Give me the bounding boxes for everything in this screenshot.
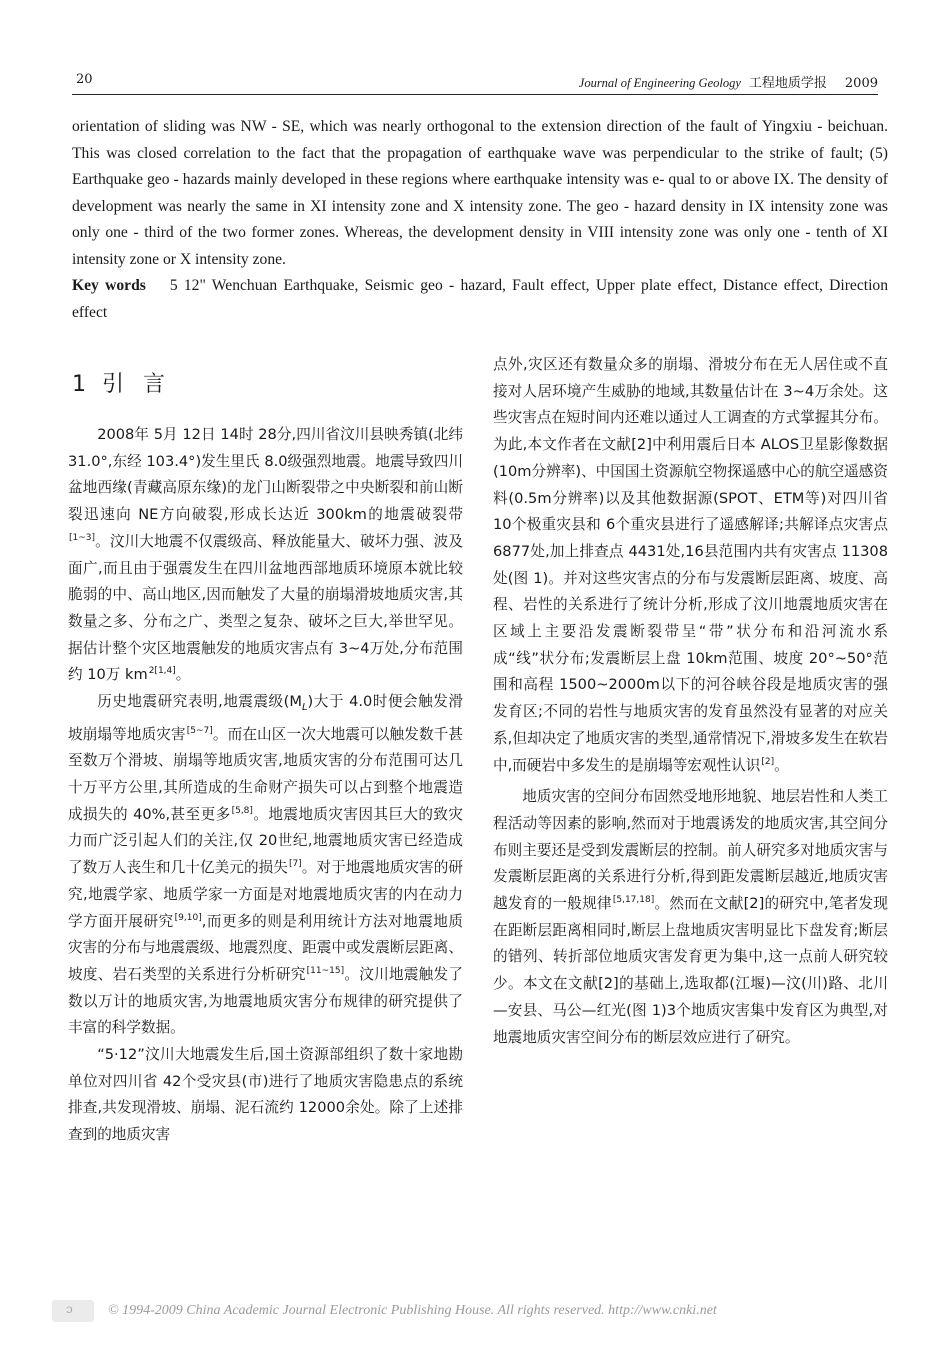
text-run: 。地震地质灾害因其巨大的致灾力而广泛引起人们的关注,仅 20世纪,地震地质灾害已经造成了数万人丧生和几十亿美元的损失 [68,805,463,877]
text-run: 。 [774,756,789,774]
text-run: 历史地震研究表明,地震震级(M [97,693,302,711]
intro-paragraph-2 [68,689,463,1042]
left-column [68,352,463,1149]
text-run: 。而在山区一次大地震可以触发数千甚至数万个滑坡、崩塌等地质灾害,地质灾害的分布范围可达几十万平方公里,其所造成的生命财产损失可以占到整个地震造成损失的 40%,甚至更多 [68,725,463,823]
text-run: )大于 4.0时便会触发滑坡崩塌等地质灾害 [68,693,463,743]
citation: [11~15] [306,966,345,977]
text-run: ,而更多的则是利用统计方法对地震地质灾害的分布与地震震级、地震烈度、距震中或发震断层距离、坡度、岩石类型的关系进行分析研究 [68,912,463,983]
text-run: 地质灾害的空间分布固然受地形地貌、地层岩性和人类工程活动等因素的影响,然而对于地震诱发的地质灾害,其空间分布则主要还是受到发震断层的控制。前人研究多对地质灾害与发震断层距离的关系进行分析,得到距发震断层越近,地质灾害越发育的一般规律 [493,788,888,913]
citation: [1~3] [69,532,96,543]
journal-name [579,72,878,91]
subscript: L [301,701,308,713]
text-run: 2008年 5月 12日 14时 28分,四川省汶川县映秀镇(北纬 31.0°,东经 103.4°)发生里氏 8.0级强烈地震。地震导致四川盆地西缘(青藏高原东缘)的龙门山断裂带之中央断裂和前山断裂迅速向 NE方向破裂,形成长达近 300km的地震破裂带 [68,426,463,524]
section-title: 引 言 [102,372,171,397]
intro-paragraph-1 [68,422,463,689]
journal-name-cn: 工程地质学报 [748,76,827,91]
citation: 2[1,4] [148,666,176,677]
citation: [7] [288,859,302,870]
logo-glyph: ɔ [66,1302,73,1316]
copyright-notice: © 1994-2009 China Academic Journal Electronic Publishing House. All rights reserved. http://www.cnki.net [108,1303,717,1318]
citation: [2] [761,756,775,767]
text-run: 点外,灾区还有数量众多的崩塌、滑坡分布在无人居住或不直接对人居环境产生威胁的地域,其数量估计在 3~4万余处。这些灾害点在短时间内还难以通过人工调查的方式掌握其分布。为此,本文作者在文献[2]中利用震后日本 ALOS卫星影像数据(10m分辨率)、中国国土资源航空物探遥感中心的航空遥感资料(0.5m分辨率)以及其他数据源(SPOT、ETM等)对四川省 10个极重灾县和 6个重灾县进行了遥感解译;共解译点灾害点 6877处,加上排查点 4431处,16县范围内共有灾害点 11308处(图 1)。并对这些灾害点的分布与发震断层距离、坡度、高程、岩性的关系进行了统计分析,形成了汶川地震地质灾害在区域上主要沿发震断裂带呈“带”状分布和沿河流水系成“线”状分布;发震断层上盘 10km范围、坡度 20°~50°范围和高程 1500~2000m以下的河谷峡谷段是地质灾害的强发育区;不同的岩性与地质灾害的发育虽然没有显著的对应关系,但却决定了地质灾害的类型,通常情况下,滑坡多发生在软岩中,而硬岩中多发生的是崩塌等宏观性认识 [493,356,888,774]
text-run: 。对于地震地质灾害的研究,地震学家、地质学家一方面是对地震地质灾害的内在动力学方面开展研究 [68,859,463,930]
citation: [5,17,18] [612,895,655,906]
citation: [5,8] [231,805,253,816]
abstract-text: orientation of sliding was NW - SE, which was nearly orthogonal to the extension direction of the fault of Yingxiu - beichuan. This was closed correlation to the fact that the propagation of earthquake wave was perpendicular to the strike of fault; (5) Earthquake geo - hazards mainly developed in these regions where earthquake intensity was e- qual to or above IX. The density of development was nearly the same in XI intensity zone and X intensity zone. The geo - hazard density in IX intensity zone was only one - third of the two former zones. Whereas, the development density in VIII intensity zone was only one - tenth of XI intensity zone or X intensity zone. [72,118,888,268]
keywords [72,273,888,326]
keywords-text: 5 12" Wenchuan Earthquake, Seismic geo - hazard, Fault effect, Upper plate effect, Distance effect, Direction effect [72,277,889,321]
text-run: 。然而在文献[2]的研究中,笔者发现在距断层距离相同时,断层上盘地质灾害明显比下盘发育;断层的错列、转折部位地质灾害发育更为集中,这一点前人研究较少。本文在文献[2]的基础上,选取都(江堰)—汶(川)路、北川—安县、马公—红光(图 1)3个地质灾害集中发育区为典型,对地震地质灾害空间分布的断层效应进行了研究。 [493,895,888,1046]
journal-name-en: Journal of Engineering Geology [578,76,741,90]
text-run: 。 [175,666,191,684]
intro-paragraph-3-continued [493,352,888,779]
section-number: 1 [72,372,86,397]
text-run: 。汶川大地震不仅震级高、释放能量大、破坏力强、波及面广,而且由于强震发生在四川盆地西部地质环境原本就比较脆弱的中、高山地区,因而触发了大量的崩塌滑坡地质灾害,其数量之多、分布之广、类型之复杂、破坏之巨大,举世罕见。据估计整个灾区地震触发的地质灾害点有 3~4万处,分布范围约 10万 km [68,532,463,684]
page-footer [52,1298,812,1324]
cnki-logo-icon [52,1300,94,1322]
citation: [5~7] [186,725,213,736]
text-run: 。汶川地震触发了数以万计的地质灾害,为地震地质灾害分布规律的研究提供了丰富的科学数据。 [68,965,463,1037]
keywords-label: Key words [72,277,146,294]
running-header [72,70,878,95]
page-number: 20 [76,72,93,87]
section-heading [72,372,463,402]
intro-paragraph-4 [493,784,888,1051]
journal-year: 2009 [844,76,878,91]
english-abstract [72,114,888,326]
intro-paragraph-3: “5·12”汶川大地震发生后,国土资源部组织了数十家地勘单位对四川省 42个受灾县(市)进行了地质灾害隐患点的系统排查,共发现滑坡、崩塌、泥石流约 12000余处。除了上述排查到的地质灾害 [68,1046,463,1144]
right-column [493,352,888,1051]
citation: [9,10] [174,912,202,923]
